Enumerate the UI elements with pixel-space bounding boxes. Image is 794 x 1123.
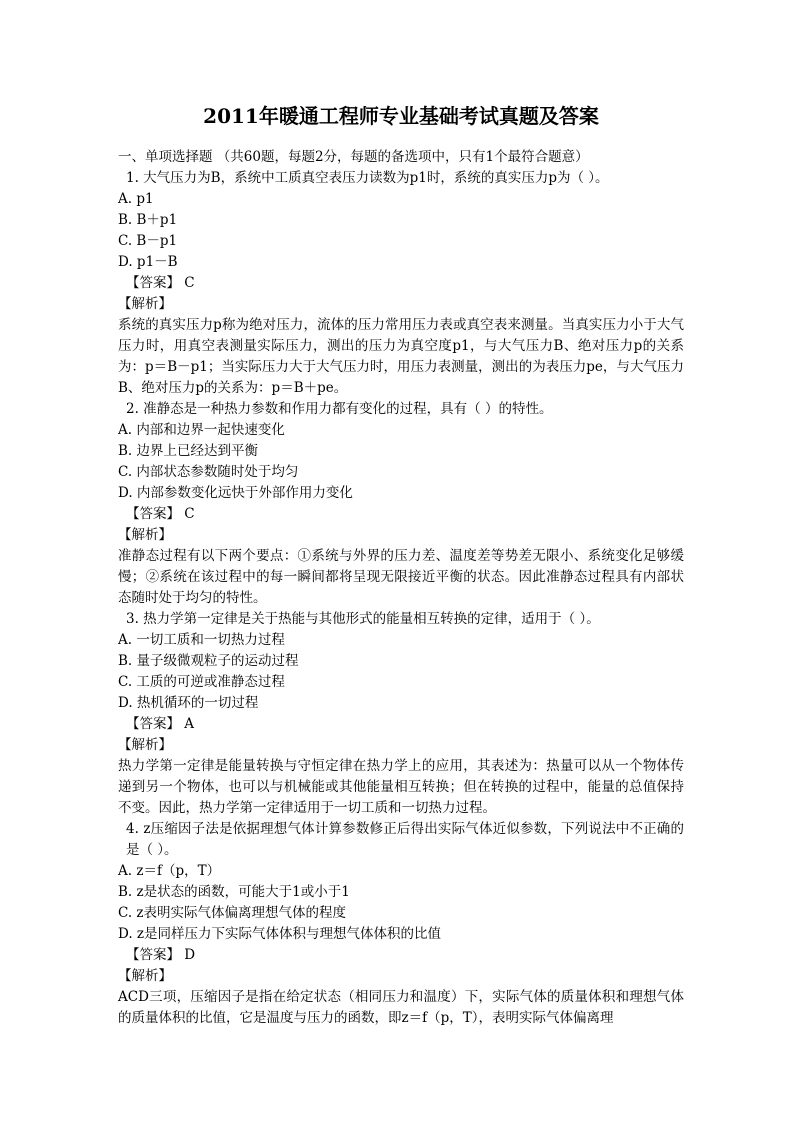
- analysis-label: 【解析】: [118, 296, 172, 312]
- question-stem: 1. 大气压力为B，系统中工质真空表压力读数为p1时，系统的真实压力p为（ ）。: [126, 170, 609, 186]
- analysis-label: 【解析】: [118, 737, 172, 753]
- option-b: B. 量子级微观粒子的运动过程: [118, 653, 299, 669]
- section-header: 一、单项选择题 （共60题，每题2分，每题的备选项中，只有1个最符合题意）: [118, 149, 589, 165]
- option-d: D. p1－B: [118, 254, 178, 270]
- option-a: A. z＝f（p，T）: [118, 863, 221, 879]
- question-4: [118, 819, 684, 1029]
- document-page: [118, 100, 684, 1029]
- option-c: C. 工质的可逆或准静态过程: [118, 674, 285, 690]
- analysis-text: 系统的真实压力p称为绝对压力，流体的压力常用压力表或真空表来测量。当真实压力小于大气压力时，用真空表测量实际压力，测出的压力为真空度p1，与大气压力B、绝对压力p的关系为：p＝B－p1；当实际压力大于大气压力时，用压力表测量，测出的为表压力pe，与大气压力B、绝对压力p的关系为：p＝B＋pe。: [118, 317, 684, 396]
- option-a: A. 一切工质和一切热力过程: [118, 632, 285, 648]
- option-d: D. 内部参数变化远快于外部作用力变化: [118, 485, 353, 501]
- question-1: [118, 168, 684, 399]
- option-b: B. 边界上已经达到平衡: [118, 443, 259, 459]
- document-title: 2011年暖通工程师专业基础考试真题及答案: [203, 104, 599, 128]
- option-c: C. B－p1: [118, 233, 178, 249]
- option-d: D. z是同样压力下实际气体体积与理想气体体积的比值: [118, 926, 442, 942]
- answer: 【答案】 A: [126, 716, 195, 732]
- analysis-label: 【解析】: [118, 968, 172, 984]
- question-2: [118, 399, 684, 609]
- option-d: D. 热机循环的一切过程: [118, 695, 259, 711]
- question-stem: 4. z压缩因子法是依据理想气体计算参数修正后得出实际气体近似参数，下列说法中不正确的是（ ）。: [126, 821, 684, 858]
- answer: 【答案】 C: [126, 275, 195, 291]
- answer: 【答案】 D: [126, 947, 196, 963]
- analysis-label: 【解析】: [118, 527, 172, 543]
- option-a: A. p1: [118, 191, 154, 207]
- analysis-text: 准静态过程有以下两个要点：①系统与外界的压力差、温度差等势差无限小、系统变化足够缓慢；②系统在该过程中的每一瞬间都将呈现无限接近平衡的状态。因此准静态过程具有内部状态随时处于均匀的特性。: [118, 548, 684, 606]
- question-3: [118, 609, 684, 819]
- question-stem: 2. 准静态是一种热力参数和作用力都有变化的过程，具有（ ）的特性。: [126, 401, 553, 417]
- answer: 【答案】 C: [126, 506, 195, 522]
- analysis-text: 热力学第一定律是能量转换与守恒定律在热力学上的应用，其表述为：热量可以从一个物体传递到另一个物体，也可以与机械能或其他能量相互转换；但在转换的过程中，能量的总值保持不变。因此，热力学第一定律适用于一切工质和一切热力过程。: [118, 758, 684, 816]
- option-a: A. 内部和边界一起快速变化: [118, 422, 285, 438]
- option-b: B. B＋p1: [118, 212, 178, 228]
- analysis-text: ACD三项，压缩因子是指在给定状态（相同压力和温度）下，实际气体的质量体积和理想气体的质量体积的比值，它是温度与压力的函数，即z＝f（p，T），表明实际气体偏离理: [118, 989, 684, 1026]
- option-b: B. z是状态的函数，可能大于1或小于1: [118, 884, 350, 900]
- option-c: C. z表明实际气体偏离理想气体的程度: [118, 905, 347, 921]
- option-c: C. 内部状态参数随时处于均匀: [118, 464, 299, 480]
- question-stem: 3. 热力学第一定律是关于热能与其他形式的能量相互转换的定律，适用于（ ）。: [126, 611, 600, 627]
